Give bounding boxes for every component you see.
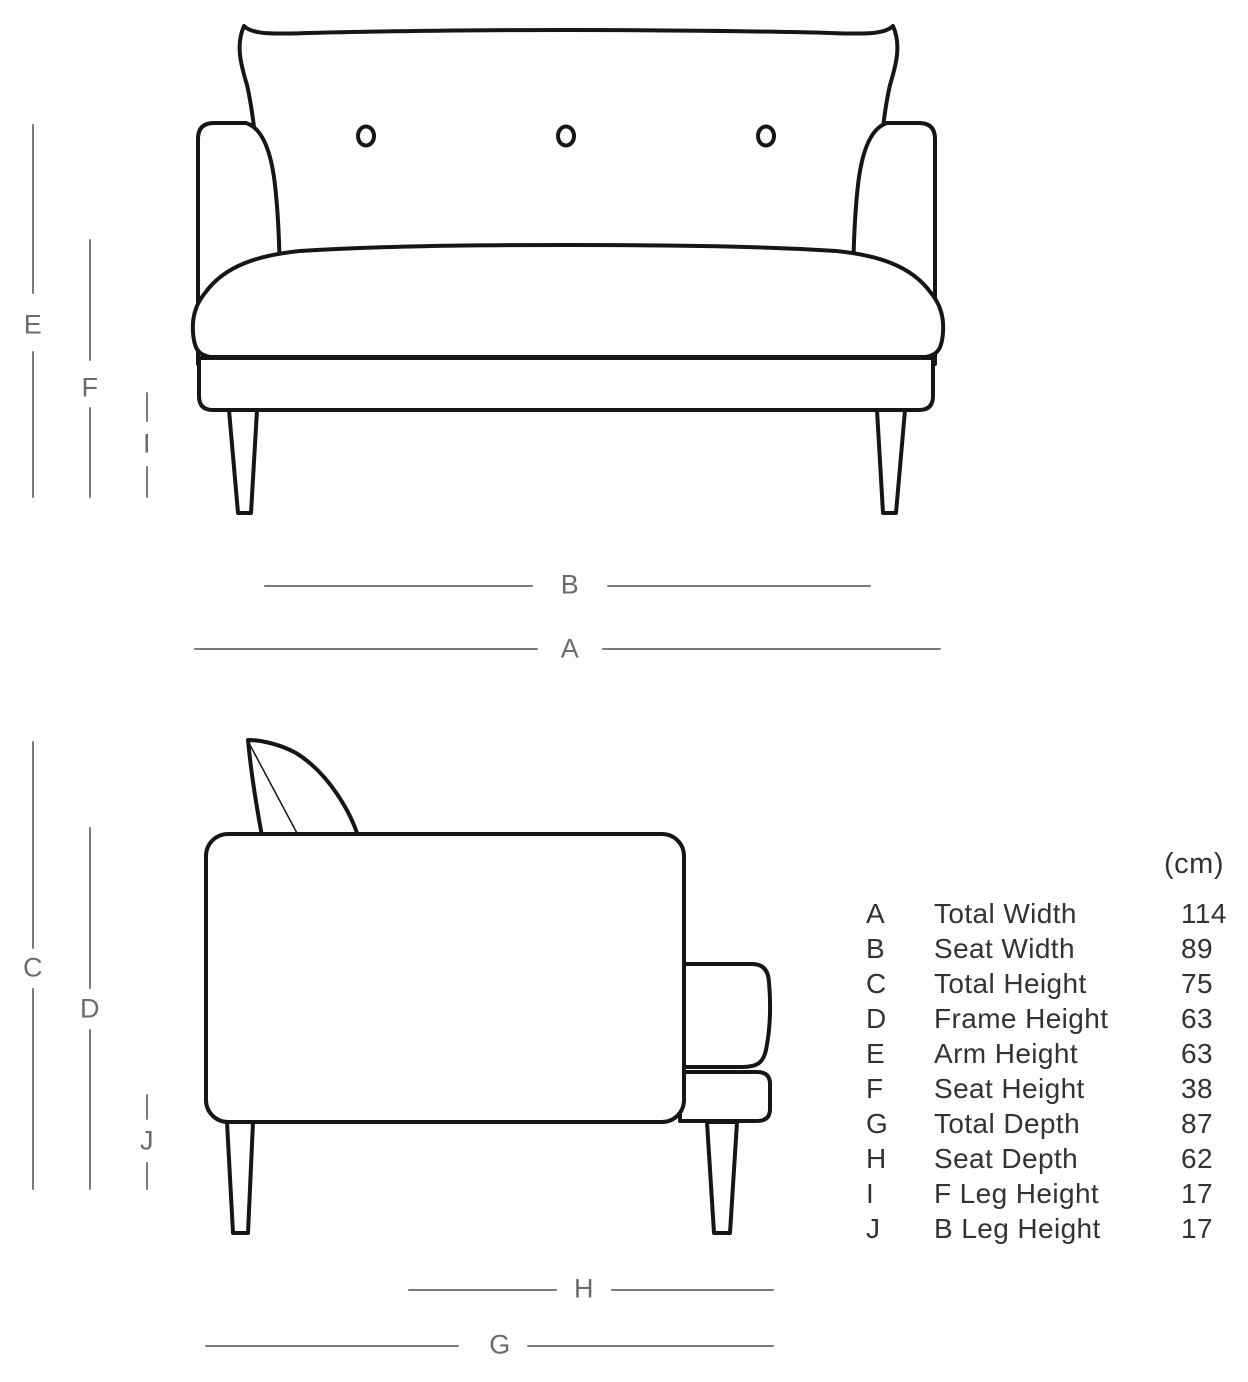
- row-value: 89: [1181, 933, 1213, 964]
- row-name: Seat Height: [934, 1073, 1085, 1104]
- dim-label-total-width: A: [560, 633, 580, 664]
- row-value: 17: [1181, 1213, 1213, 1244]
- row-letter: D: [866, 1003, 887, 1034]
- row-value: 62: [1181, 1143, 1213, 1174]
- row-name: Total Width: [934, 898, 1077, 929]
- row-name: Seat Width: [934, 933, 1075, 964]
- row-name: Total Depth: [934, 1108, 1081, 1139]
- row-letter: G: [866, 1108, 889, 1139]
- measurement-row: [866, 1003, 1238, 1038]
- row-letter: H: [866, 1143, 887, 1174]
- side-view: [206, 740, 770, 1233]
- front-leg-left: [229, 410, 257, 513]
- dim-label-f-leg-height: I: [142, 428, 152, 459]
- dim-label-seat-height: F: [81, 372, 99, 403]
- row-value: 75: [1181, 968, 1213, 999]
- row-name: Frame Height: [934, 1003, 1109, 1034]
- unit-label: (cm): [1164, 848, 1224, 880]
- row-name: B Leg Height: [934, 1213, 1101, 1244]
- row-letter: I: [866, 1178, 875, 1209]
- row-value: 63: [1181, 1003, 1213, 1034]
- row-value: 63: [1181, 1038, 1213, 1069]
- base-rail: [199, 358, 933, 410]
- row-name: F Leg Height: [934, 1178, 1100, 1209]
- measurement-row: [866, 1038, 1238, 1073]
- row-name: Arm Height: [934, 1038, 1079, 1069]
- tuft-button: [758, 127, 774, 146]
- measurement-row: [866, 1213, 1238, 1248]
- row-letter: B: [866, 933, 886, 964]
- dim-label-total-height: C: [23, 952, 43, 983]
- measurement-row: [866, 933, 1238, 968]
- row-name: Total Height: [934, 968, 1087, 999]
- dim-label-frame-height: D: [80, 993, 100, 1024]
- measurement-row: [866, 1073, 1238, 1108]
- tuft-button: [358, 127, 374, 146]
- dim-label-b-leg-height: J: [140, 1125, 154, 1156]
- dim-label-seat-depth: H: [574, 1273, 594, 1304]
- row-letter: F: [866, 1073, 884, 1104]
- tuft-button: [558, 127, 574, 146]
- front-leg-right: [877, 410, 905, 513]
- backrest-upper: [680, 964, 770, 1067]
- measurement-row: [866, 1143, 1238, 1178]
- measurement-row: [866, 1108, 1238, 1143]
- side-leg-back: [707, 1122, 737, 1233]
- row-name: Seat Depth: [934, 1143, 1079, 1174]
- front-view: [193, 26, 943, 513]
- dim-label-seat-width: B: [560, 569, 580, 600]
- measurement-row: [866, 898, 1238, 933]
- row-value: 87: [1181, 1108, 1213, 1139]
- row-value: 38: [1181, 1073, 1213, 1104]
- row-value: 17: [1181, 1178, 1213, 1209]
- side-back-cushion: [248, 740, 358, 836]
- row-letter: J: [866, 1213, 881, 1244]
- dim-label-total-depth: G: [489, 1329, 511, 1360]
- backrest-lower: [680, 1072, 770, 1121]
- seat-cushion: [193, 245, 943, 357]
- dim-label-arm-height: E: [23, 309, 43, 340]
- measurement-row: [866, 1178, 1238, 1213]
- side-leg-front: [227, 1122, 253, 1233]
- row-letter: C: [866, 968, 887, 999]
- measurement-row: [866, 968, 1238, 1003]
- side-body: [206, 834, 684, 1122]
- measurement-rows: [866, 898, 1238, 1248]
- row-letter: E: [866, 1038, 886, 1069]
- row-value: 114: [1181, 898, 1227, 929]
- row-letter: A: [866, 898, 886, 929]
